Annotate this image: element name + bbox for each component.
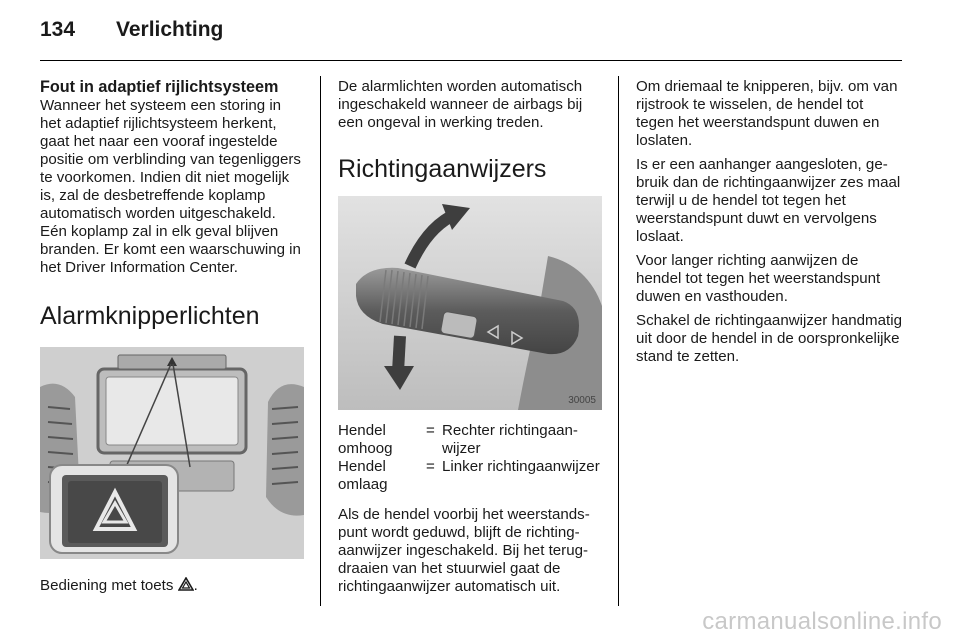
definition-description: Linker richtingaanwijzer	[442, 458, 600, 475]
figure-number: 30005	[568, 395, 596, 406]
definition-term: Hendel omhoog	[338, 422, 393, 457]
page-header	[40, 18, 223, 48]
subheading-adaptive-light-fault: Fout in adaptief rijlichtsysteem	[40, 78, 279, 96]
figure-hazard-button	[40, 347, 304, 559]
column-3	[636, 78, 902, 372]
caption-text: Bediening met toets	[40, 577, 174, 594]
paragraph-trailer: Is er een aanhanger aangesloten, gebruik dan de richtingaanwijzer zes maal terwijl u de hendel tot tegen het weerstandspunt duwt en vervolgens loslaat.	[636, 156, 901, 245]
definition-row-up	[338, 422, 602, 458]
watermark: carmanualsonline.info	[702, 608, 942, 635]
definition-table	[338, 422, 602, 494]
column-2	[338, 78, 602, 602]
definition-equals: =	[426, 458, 435, 475]
heading-turn-signals: Richtingaanwijzers	[338, 155, 547, 183]
page-number: 134	[40, 18, 76, 41]
header-divider	[40, 60, 902, 61]
paragraph-manual-off: Schakel de richtingaanwijzer handmatig uit door de hendel in de oorspronkelijke stand te zetten.	[636, 312, 902, 365]
paragraph-hold: Voor langer richting aanwijzen de hendel tot tegen het weerstandspunt duwen en vasthouden.	[636, 252, 881, 305]
heading-hazard-lights: Alarmknipperlichten	[40, 302, 260, 330]
paragraph-airbag-hazard: De alarmlichten worden automatisch ingeschakeld wanneer de airbags bij een ongeval in werking treden.	[338, 78, 583, 131]
turn-signal-lever-illustration	[338, 196, 602, 410]
column-divider-1	[320, 76, 321, 606]
dashboard-illustration	[40, 347, 304, 559]
definition-term: Hendel omlaag	[338, 458, 388, 493]
figure-turn-signal-lever	[338, 196, 602, 410]
paragraph-lever-latch: Als de hendel voorbij het weerstandspunt wordt geduwd, blijft de richtingaanwijzer ingeschakeld. Bij het terugdraaien van het stuurwiel gaat de richtingaanwijzer automatisch uit.	[338, 506, 590, 595]
column-divider-2	[618, 76, 619, 606]
chapter-title: Verlichting	[116, 18, 224, 41]
definition-row-down	[338, 458, 602, 494]
paragraph-adaptive-light-fault: Wanneer het systeem een storing in het adaptief rijlichtsysteem herkent, gaat het naar een vooraf ingestelde positie om verblinding van tegenliggers te voorkomen. Indien dit niet mogelijk is, zal de desbetreffende koplamp automatisch worden uitgeschakeld. Eén koplamp zal in elk geval blijven branden. Er komt een waarschuwing in het Driver Information Center.	[40, 97, 301, 276]
definition-description: Rechter richtingaanwijzer	[442, 422, 578, 457]
definition-equals: =	[426, 422, 435, 439]
paragraph-three-blinks: Om driemaal te knipperen, bijv. om van rijstrook te wisselen, de hendel tot tegen het weerstandspunt duwen en loslaten.	[636, 78, 898, 149]
hazard-caption: Bediening met toets .	[40, 577, 198, 594]
hazard-warning-triangle-icon	[178, 577, 194, 591]
column-1	[40, 78, 304, 601]
